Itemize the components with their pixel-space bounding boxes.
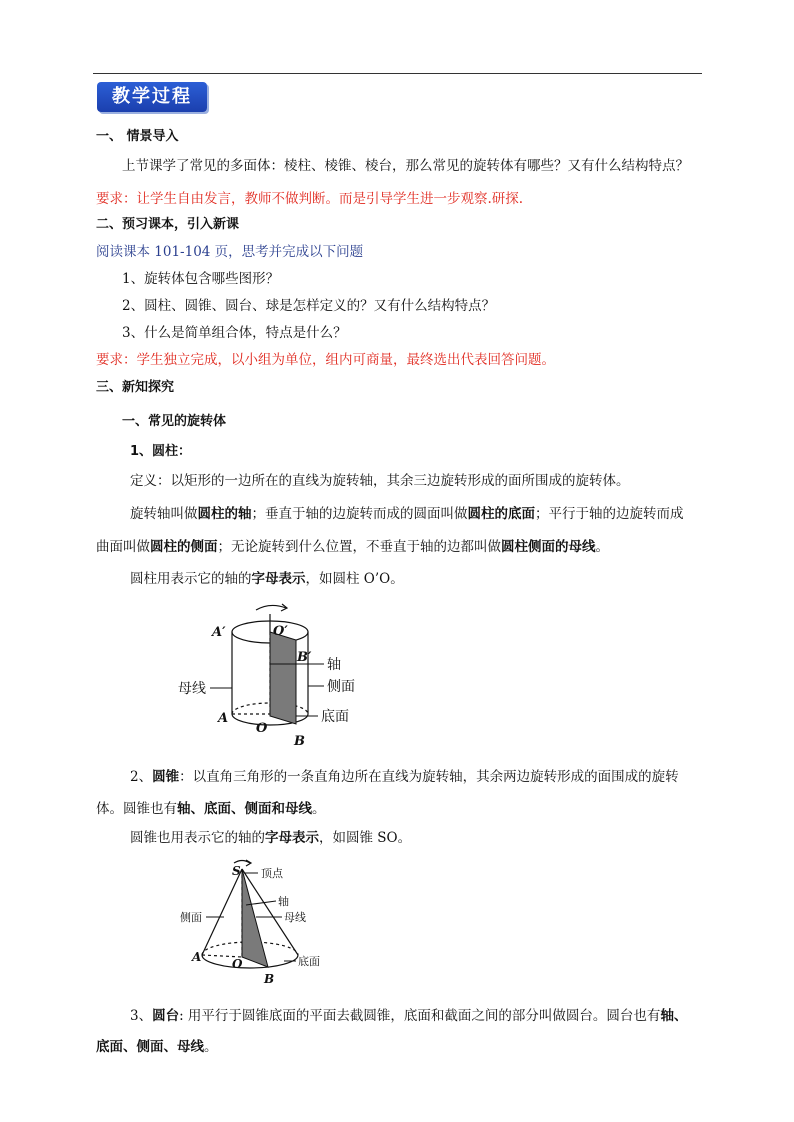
label-generatrix: 母线	[284, 911, 306, 924]
section-1-title: 一、 情景导入	[96, 129, 179, 144]
top-rule	[93, 73, 702, 74]
label-O1: O′	[273, 624, 288, 639]
question-1: 1、旋转体包含哪些图形？	[122, 271, 280, 287]
cylinder-para-line1: 旋转轴叫做圆柱的轴；垂直于轴的边旋转而成的圆面叫做圆柱的底面；平行于轴的边旋转而成	[130, 506, 684, 522]
label-B: B	[264, 972, 275, 986]
cylinder-diagram	[170, 598, 370, 753]
reading-assignment: 阅读课本 101-104 页，思考并完成以下问题	[96, 244, 364, 260]
cylinder-heading: 1、圆柱：	[130, 444, 192, 459]
shaded-section	[270, 632, 296, 724]
cylinder-para-line2: 曲面叫做圆柱的侧面；无论旋转到什么位置，不垂直于轴的边都叫做圆柱侧面的母线。	[96, 539, 609, 555]
label-side: 侧面	[327, 679, 355, 695]
label-apex: 顶点	[261, 867, 283, 880]
frustum-para-line1: 3、圆台: 用平行于圆锥底面的平面去截圆锥，底面和截面之间的部分叫做圆台。圆台也有轴、	[130, 1008, 688, 1024]
rotation-arrow	[256, 605, 286, 610]
shaded-triangle	[242, 869, 268, 967]
label-O: O	[256, 721, 268, 736]
label-O: O	[232, 957, 243, 971]
paragraph-intro: 上节课学了常见的多面体：棱柱、棱锥、棱台，那么常见的旋转体有哪些？又有什么结构特点？	[122, 158, 689, 174]
section-badge: 教学过程	[97, 82, 207, 112]
frustum-para-line2: 底面、侧面、母线。	[96, 1039, 218, 1055]
label-generatrix: 母线	[178, 681, 206, 697]
label-base: 底面	[321, 709, 349, 725]
requirement-1: 要求：让学生自由发言，教师不做判断。而是引导学生进一步观察.研探.	[96, 191, 524, 207]
section-3-title: 三、新知探究	[96, 380, 175, 395]
label-B1: B′	[297, 650, 312, 665]
subsection-title: 一、常见的旋转体	[122, 414, 227, 429]
cone-notation: 圆锥也用表示它的轴的字母表示，如圆锥 SO。	[130, 830, 412, 846]
cone-para-line1: 2、圆锥：以直角三角形的一条直角边所在直线为旋转轴，其余两边旋转形成的面围成的旋转	[130, 769, 679, 785]
label-B: B	[294, 734, 305, 749]
label-base: 底面	[298, 955, 320, 968]
question-2: 2、圆柱、圆锥、圆台、球是怎样定义的？又有什么结构特点？	[122, 298, 496, 314]
question-3: 3、什么是简单组合体，特点是什么？	[122, 325, 347, 341]
requirement-2: 要求：学生独立完成，以小组为单位，组内可商量，最终选出代表回答问题。	[96, 352, 555, 368]
label-S: S	[232, 864, 241, 878]
cylinder-notation: 圆柱用表示它的轴的字母表示，如圆柱 O’O。	[130, 571, 404, 587]
label-A: A	[218, 711, 229, 726]
label-A1: A′	[212, 625, 226, 640]
cone-para-line2: 体。圆锥也有轴、底面、侧面和母线。	[96, 801, 326, 817]
label-side: 侧面	[180, 911, 202, 924]
cone-diagram	[176, 855, 336, 990]
section-2-title: 二、预习课本，引入新课	[96, 217, 240, 232]
label-A: A	[192, 950, 202, 964]
cylinder-definition: 定义：以矩形的一边所在的直线为旋转轴，其余三边旋转形成的面所围成的旋转体。	[130, 473, 630, 489]
label-axis: 轴	[327, 657, 341, 673]
label-axis: 轴	[278, 895, 289, 908]
